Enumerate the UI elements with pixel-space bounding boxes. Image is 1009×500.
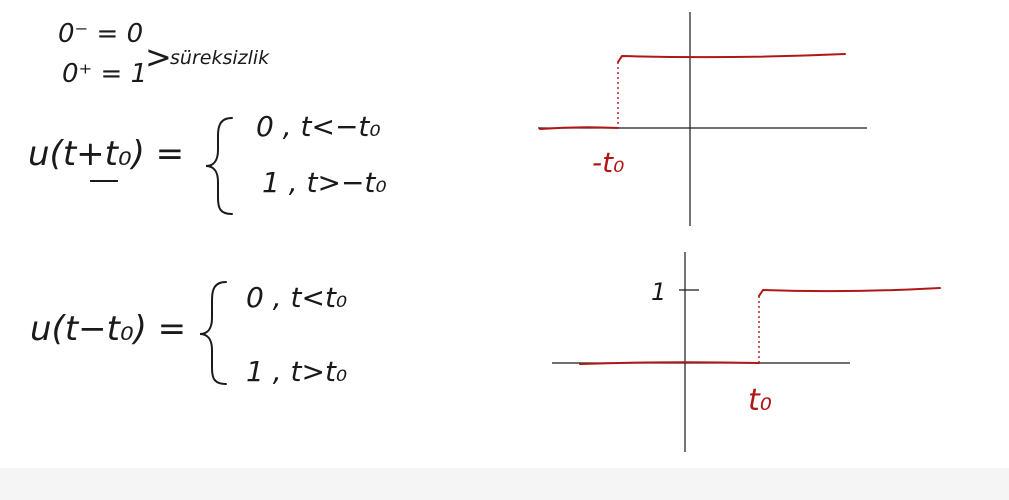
graph2-low-segment (580, 362, 759, 364)
eq1-case-2: 1 , t>−t₀ (262, 166, 387, 199)
eq2-lhs: u(t−t₀) = (30, 309, 187, 349)
graph2-y-label: 1 (651, 278, 667, 306)
equation-shifted-right (30, 281, 347, 388)
eq1-brace (206, 118, 232, 214)
note-bracket: > (145, 38, 172, 76)
graph1-low-segment (540, 127, 618, 129)
note-discontinuity-word: süreksizlik (170, 47, 270, 69)
graph1-x-label: -t₀ (592, 146, 625, 179)
graph2-high-segment (759, 288, 940, 296)
eq2-case-1: 0 , t<t₀ (246, 281, 348, 314)
graph2-x-label: t₀ (748, 383, 772, 418)
graph-step-left (538, 12, 867, 226)
graph1-high-segment (618, 54, 845, 62)
eq1-case-1: 0 , t<−t₀ (256, 110, 381, 143)
eq1-lhs: u(t+t₀) = (28, 134, 185, 174)
eq2-case-2: 1 , t>t₀ (246, 355, 348, 388)
note-zero-plus: 0⁺ = 1 (62, 59, 148, 89)
equation-shifted-left (28, 110, 387, 214)
graph-step-right (552, 252, 940, 452)
limit-notes (58, 19, 270, 89)
bottom-bar (0, 468, 1009, 500)
eq2-brace (200, 282, 226, 384)
note-zero-minus: 0⁻ = 0 (58, 19, 144, 49)
